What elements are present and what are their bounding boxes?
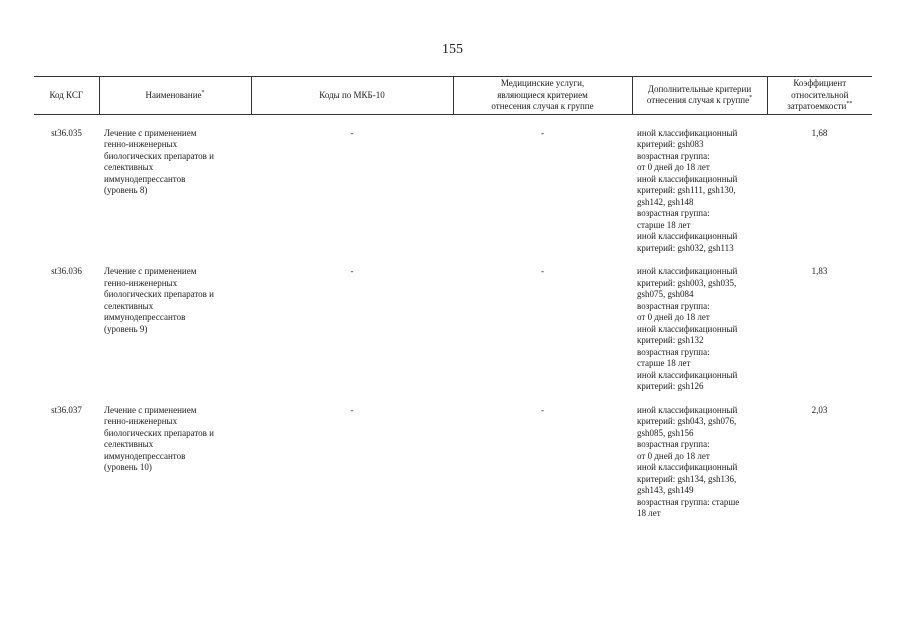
criteria-line: критерий: gsh126 <box>637 381 704 391</box>
table-row <box>34 114 872 254</box>
table-row <box>34 393 872 520</box>
header-criteria <box>632 77 767 115</box>
criteria-line: возрастная группа: <box>637 439 710 449</box>
ksg-code-cell: st36.035 <box>51 127 82 138</box>
header-name-text: Наименование <box>145 89 202 100</box>
name-line: биологических препаратов и <box>104 289 214 299</box>
header-criteria-line: отнесения случая к группе <box>646 95 750 106</box>
name-line: (уровень 9) <box>104 323 148 334</box>
header-coef-line: затратоемкости <box>787 101 847 111</box>
name-line: биологических препаратов и <box>104 427 214 438</box>
header-criteria-footnote-mark: * <box>749 95 753 102</box>
header-name <box>99 77 251 115</box>
criteria-line: gsh142, gsh148 <box>637 196 694 207</box>
name-line: селективных <box>104 162 154 172</box>
header-criteria-line: Дополнительные критерии <box>647 83 752 94</box>
criteria-line: критерий: gsh032, gsh113 <box>637 242 734 253</box>
criteria-line: критерий: gsh043, gsh076, <box>637 416 737 426</box>
criteria-line: возрастная группа: <box>637 208 710 218</box>
criteria-line: старше 18 лет <box>637 219 691 230</box>
services-cell: - <box>541 266 544 276</box>
header-coef <box>767 77 872 115</box>
ksg-name-cell <box>99 393 251 520</box>
header-code-text: Код КСГ <box>49 89 84 100</box>
header-services-line: являющиеся критерием <box>497 89 588 100</box>
name-line: Лечение с применением <box>104 127 197 138</box>
criteria-line: gsh143, gsh149 <box>637 485 694 495</box>
name-line: селективных <box>104 439 154 449</box>
name-line: иммунодепрессантов <box>104 450 186 461</box>
criteria-line: критерий: gsh134, gsh136, <box>637 473 737 484</box>
coef-cell: 2,03 <box>811 404 828 415</box>
name-line: Лечение с применением <box>104 404 197 415</box>
ksg-code-cell: st36.037 <box>51 404 82 415</box>
criteria-line: возрастная группа: старше <box>637 496 740 507</box>
name-line: генно-инженерных <box>104 139 178 149</box>
table-row <box>34 254 872 393</box>
criteria-line: иной классификационный <box>637 173 738 184</box>
mkb-cell: - <box>350 127 354 138</box>
name-line: биологических препаратов и <box>104 150 214 161</box>
criteria-line: старше 18 лет <box>637 358 691 368</box>
criteria-line: от 0 дней до 18 лет <box>637 312 710 322</box>
criteria-line: иной классификационный <box>637 127 738 138</box>
criteria-line: иной классификационный <box>637 404 738 415</box>
page-number: 155 <box>442 42 463 57</box>
table-header <box>34 77 872 115</box>
ksg-name-cell <box>99 114 251 254</box>
ksg-code-cell: st36.036 <box>51 266 82 276</box>
name-line: селективных <box>104 300 154 311</box>
criteria-line: 18 лет <box>637 508 661 518</box>
criteria-line: gsh075, gsh084 <box>637 289 694 299</box>
criteria-cell <box>632 393 767 520</box>
header-coef-line: относительной <box>791 89 849 100</box>
criteria-line: иной классификационный <box>637 323 738 334</box>
name-line: (уровень 8) <box>104 185 148 195</box>
coef-cell: 1,68 <box>811 127 828 138</box>
header-coef-line: Коэффициент <box>793 78 847 88</box>
criteria-line: критерий: gsh083 <box>637 139 704 149</box>
mkb-cell: - <box>350 404 354 415</box>
header-code <box>34 77 99 115</box>
criteria-cell <box>632 114 767 254</box>
mkb-cell: - <box>350 266 354 276</box>
header-coef-footnote-mark: ** <box>846 101 853 107</box>
header-services <box>453 77 632 115</box>
name-line: иммунодепрессантов <box>104 312 186 322</box>
name-line: иммунодепрессантов <box>104 173 186 184</box>
header-mkb-text: Коды по МКБ-10 <box>319 89 385 100</box>
criteria-line: иной классификационный <box>637 462 738 472</box>
services-cell: - <box>541 127 544 138</box>
header-services-line: отнесения случая к группе <box>491 101 594 111</box>
name-line: генно-инженерных <box>104 277 178 288</box>
criteria-line: иной классификационный <box>637 231 738 241</box>
criteria-line: иной классификационный <box>637 369 738 380</box>
criteria-line: возрастная группа: <box>637 300 710 311</box>
name-line: (уровень 10) <box>104 462 152 472</box>
name-line: генно-инженерных <box>104 416 178 426</box>
criteria-cell <box>632 254 767 393</box>
name-line: Лечение с применением <box>104 266 197 276</box>
ksg-table <box>34 76 872 520</box>
ksg-name-cell <box>99 254 251 393</box>
criteria-line: от 0 дней до 18 лет <box>637 162 710 172</box>
criteria-line: возрастная группа: <box>637 346 710 357</box>
services-cell: - <box>541 404 544 415</box>
criteria-line: иной классификационный <box>637 266 738 276</box>
criteria-line: возрастная группа: <box>637 150 710 161</box>
criteria-line: критерий: gsh132 <box>637 335 704 345</box>
header-services-line: Медицинские услуги, <box>500 78 585 88</box>
coef-cell: 1,83 <box>811 266 828 276</box>
header-name-footnote-mark: * <box>201 89 205 96</box>
header-mkb <box>251 77 453 115</box>
criteria-line: критерий: gsh003, gsh035, <box>637 277 737 288</box>
criteria-line: gsh085, gsh156 <box>637 427 694 438</box>
criteria-line: от 0 дней до 18 лет <box>637 450 710 461</box>
criteria-line: критерий: gsh111, gsh130, <box>637 185 736 195</box>
